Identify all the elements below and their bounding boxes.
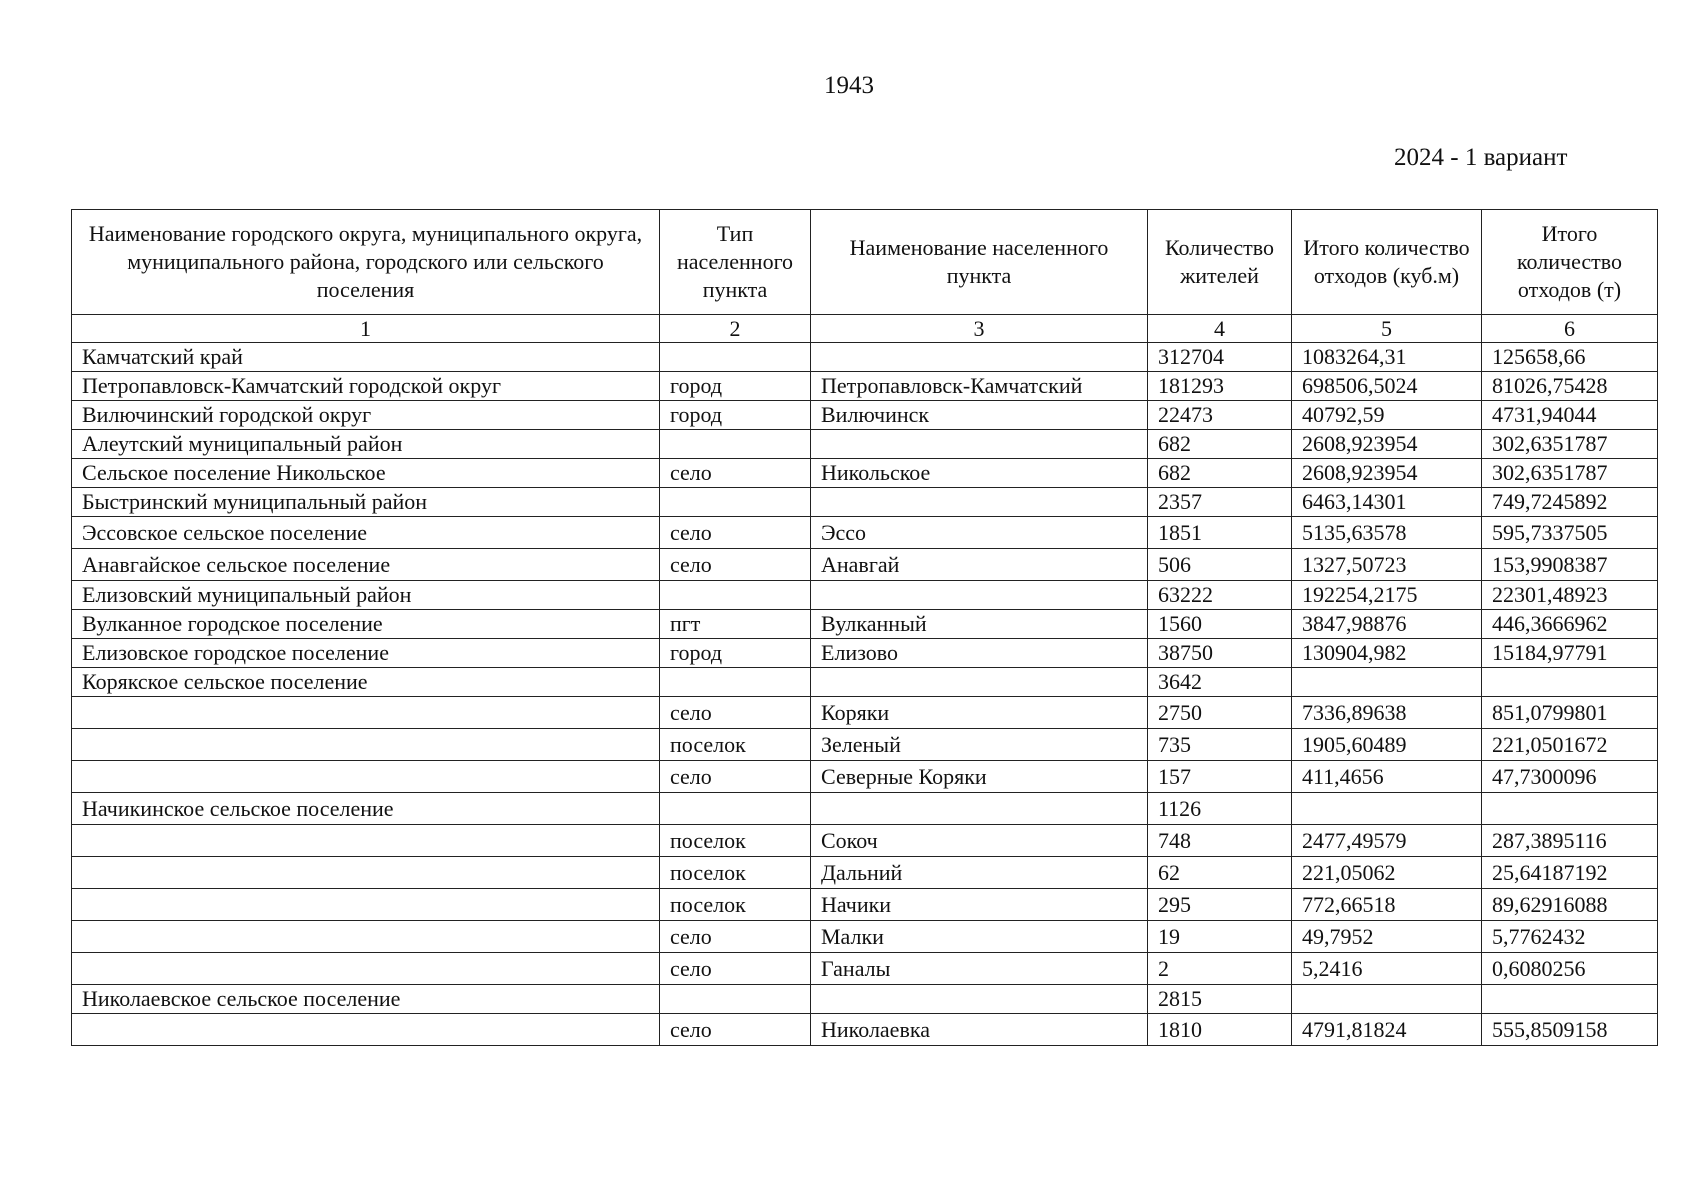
table-cell xyxy=(72,889,660,921)
table-cell xyxy=(811,430,1148,459)
table-cell: 302,6351787 xyxy=(1482,430,1658,459)
table-cell: 1083264,31 xyxy=(1292,343,1482,372)
table-cell: Петропавловск-Камчатский xyxy=(811,372,1148,401)
table-row xyxy=(72,459,1658,488)
table-row xyxy=(72,697,1658,729)
table-cell: 4791,81824 xyxy=(1292,1014,1482,1046)
table-cell: 5135,63578 xyxy=(1292,517,1482,549)
table-cell xyxy=(72,825,660,857)
column-number-row xyxy=(72,315,1658,343)
table-cell: 6463,14301 xyxy=(1292,488,1482,517)
variant-label: 2024 - 1 вариант xyxy=(1394,144,1568,171)
table-row xyxy=(72,581,1658,610)
table-cell xyxy=(660,668,811,697)
table-cell: 1327,50723 xyxy=(1292,549,1482,581)
table-cell: 49,7952 xyxy=(1292,921,1482,953)
table-cell: 698506,5024 xyxy=(1292,372,1482,401)
table-cell: 89,62916088 xyxy=(1482,889,1658,921)
table-cell: 62 xyxy=(1148,857,1292,889)
column-number: 5 xyxy=(1292,315,1482,343)
table-cell: Малки xyxy=(811,921,1148,953)
table-cell xyxy=(811,668,1148,697)
table-cell xyxy=(72,857,660,889)
table-cell: 595,7337505 xyxy=(1482,517,1658,549)
table-row xyxy=(72,639,1658,668)
table-cell: 1126 xyxy=(1148,793,1292,825)
table-cell xyxy=(72,921,660,953)
table-cell: село xyxy=(660,697,811,729)
table-row xyxy=(72,921,1658,953)
table-cell xyxy=(72,761,660,793)
table-cell xyxy=(72,729,660,761)
table-cell: Никольское xyxy=(811,459,1148,488)
table-cell: Камчатский край xyxy=(72,343,660,372)
table-cell: 5,7762432 xyxy=(1482,921,1658,953)
table-row xyxy=(72,517,1658,549)
table-cell: 130904,982 xyxy=(1292,639,1482,668)
table-cell xyxy=(660,985,811,1014)
table-cell: 851,0799801 xyxy=(1482,697,1658,729)
table-cell xyxy=(1482,793,1658,825)
table-cell xyxy=(811,793,1148,825)
table-cell: поселок xyxy=(660,825,811,857)
table-cell: 40792,59 xyxy=(1292,401,1482,430)
table-row xyxy=(72,761,1658,793)
table-cell: 25,64187192 xyxy=(1482,857,1658,889)
table-cell: 181293 xyxy=(1148,372,1292,401)
table-row xyxy=(72,401,1658,430)
table-cell: село xyxy=(660,761,811,793)
table-cell: 312704 xyxy=(1148,343,1292,372)
table-cell xyxy=(1482,985,1658,1014)
table-cell: 749,7245892 xyxy=(1482,488,1658,517)
table-cell: 81026,75428 xyxy=(1482,372,1658,401)
table-cell: 302,6351787 xyxy=(1482,459,1658,488)
table-cell: Елизовское городское поселение xyxy=(72,639,660,668)
table-cell: село xyxy=(660,953,811,985)
table-cell: поселок xyxy=(660,889,811,921)
table-cell: 19 xyxy=(1148,921,1292,953)
table-cell xyxy=(72,953,660,985)
table-cell: 1560 xyxy=(1148,610,1292,639)
table-cell xyxy=(1292,668,1482,697)
table-cell: 221,0501672 xyxy=(1482,729,1658,761)
table-cell: Вилючинский городской округ xyxy=(72,401,660,430)
column-number: 1 xyxy=(72,315,660,343)
table-cell: 47,7300096 xyxy=(1482,761,1658,793)
table-cell: 2477,49579 xyxy=(1292,825,1482,857)
table-cell xyxy=(72,697,660,729)
table-row xyxy=(72,857,1658,889)
table-cell: Зеленый xyxy=(811,729,1148,761)
table-cell: село xyxy=(660,517,811,549)
table-cell xyxy=(1292,985,1482,1014)
table-cell: город xyxy=(660,372,811,401)
table-cell: 3847,98876 xyxy=(1292,610,1482,639)
page-number: 1943 xyxy=(824,72,874,99)
column-number: 3 xyxy=(811,315,1148,343)
table-cell: Сокоч xyxy=(811,825,1148,857)
table-cell: Вулканный xyxy=(811,610,1148,639)
table-cell xyxy=(660,488,811,517)
table-cell: 682 xyxy=(1148,430,1292,459)
table-cell: Эссовское сельское поселение xyxy=(72,517,660,549)
table-row xyxy=(72,343,1658,372)
table-cell: город xyxy=(660,639,811,668)
table-cell: 287,3895116 xyxy=(1482,825,1658,857)
table-row xyxy=(72,729,1658,761)
table-cell: 221,05062 xyxy=(1292,857,1482,889)
table-cell: Начики xyxy=(811,889,1148,921)
table-cell xyxy=(811,488,1148,517)
table-cell: Сельское поселение Никольское xyxy=(72,459,660,488)
table-row xyxy=(72,1014,1658,1046)
table-cell xyxy=(811,581,1148,610)
table-row xyxy=(72,372,1658,401)
table-cell: 3642 xyxy=(1148,668,1292,697)
column-number: 2 xyxy=(660,315,811,343)
table-cell: Николаевка xyxy=(811,1014,1148,1046)
table-cell: 153,9908387 xyxy=(1482,549,1658,581)
table-cell: Коряки xyxy=(811,697,1148,729)
header-row xyxy=(72,210,1658,315)
table-cell: 1810 xyxy=(1148,1014,1292,1046)
table-cell: 2357 xyxy=(1148,488,1292,517)
table-cell: 4731,94044 xyxy=(1482,401,1658,430)
header-settlement-type: Тип населенного пункта xyxy=(660,210,811,315)
waste-table xyxy=(71,209,1658,1046)
table-row xyxy=(72,430,1658,459)
table-cell xyxy=(1292,793,1482,825)
table-cell: 192254,2175 xyxy=(1292,581,1482,610)
table-cell: 15184,97791 xyxy=(1482,639,1658,668)
table-cell: 772,66518 xyxy=(1292,889,1482,921)
table-cell: 5,2416 xyxy=(1292,953,1482,985)
table-cell: 0,6080256 xyxy=(1482,953,1658,985)
table-cell: 446,3666962 xyxy=(1482,610,1658,639)
table-cell: Елизово xyxy=(811,639,1148,668)
table-cell: 125658,66 xyxy=(1482,343,1658,372)
header-settlement-name: Наименование населенного пункта xyxy=(811,210,1148,315)
header-population: Количество жителей xyxy=(1148,210,1292,315)
table-cell xyxy=(1482,668,1658,697)
table-row xyxy=(72,793,1658,825)
table-cell: пгт xyxy=(660,610,811,639)
table-cell: 555,8509158 xyxy=(1482,1014,1658,1046)
table-cell: Быстринский муниципальный район xyxy=(72,488,660,517)
table-cell: 748 xyxy=(1148,825,1292,857)
table-row xyxy=(72,889,1658,921)
table-cell xyxy=(811,985,1148,1014)
table-cell: Анавгай xyxy=(811,549,1148,581)
table-cell: 506 xyxy=(1148,549,1292,581)
table-row xyxy=(72,953,1658,985)
table-cell xyxy=(72,1014,660,1046)
table-cell: Анавгайское сельское поселение xyxy=(72,549,660,581)
table-row xyxy=(72,825,1658,857)
table-cell xyxy=(660,343,811,372)
table-cell: 22301,48923 xyxy=(1482,581,1658,610)
table-cell xyxy=(811,343,1148,372)
table-cell: 22473 xyxy=(1148,401,1292,430)
table-cell: город xyxy=(660,401,811,430)
table-cell: село xyxy=(660,459,811,488)
table-cell: Николаевское сельское поселение xyxy=(72,985,660,1014)
column-number: 6 xyxy=(1482,315,1658,343)
table-cell: 2608,923954 xyxy=(1292,459,1482,488)
table-cell xyxy=(660,793,811,825)
table-cell: 7336,89638 xyxy=(1292,697,1482,729)
table-cell: 2608,923954 xyxy=(1292,430,1482,459)
table-cell: 157 xyxy=(1148,761,1292,793)
table-cell: Алеутский муниципальный район xyxy=(72,430,660,459)
table-cell: Елизовский муниципальный район xyxy=(72,581,660,610)
table-cell: село xyxy=(660,549,811,581)
column-number: 4 xyxy=(1148,315,1292,343)
table-cell: Дальний xyxy=(811,857,1148,889)
table-cell: 2750 xyxy=(1148,697,1292,729)
table-row xyxy=(72,488,1658,517)
table-row xyxy=(72,549,1658,581)
table-cell xyxy=(660,581,811,610)
table-cell: 38750 xyxy=(1148,639,1292,668)
table-row xyxy=(72,668,1658,697)
table-cell: 411,4656 xyxy=(1292,761,1482,793)
table-cell: Петропавловск-Камчатский городской округ xyxy=(72,372,660,401)
table-cell xyxy=(660,430,811,459)
table-cell: 2 xyxy=(1148,953,1292,985)
table-cell: село xyxy=(660,921,811,953)
table-cell: 295 xyxy=(1148,889,1292,921)
table-cell: 1851 xyxy=(1148,517,1292,549)
table-cell: Вилючинск xyxy=(811,401,1148,430)
table-cell: 735 xyxy=(1148,729,1292,761)
header-waste-volume: Итого количество отходов (куб.м) xyxy=(1292,210,1482,315)
table-cell: Эссо xyxy=(811,517,1148,549)
table-cell: Северные Коряки xyxy=(811,761,1148,793)
table-cell: поселок xyxy=(660,857,811,889)
table-cell: Ганалы xyxy=(811,953,1148,985)
table-cell: Начикинское сельское поселение xyxy=(72,793,660,825)
table-cell: Корякское сельское поселение xyxy=(72,668,660,697)
table-row xyxy=(72,985,1658,1014)
table-cell: 1905,60489 xyxy=(1292,729,1482,761)
header-municipality: Наименование городского округа, муниципального округа, муниципального района, городского или сельского поселения xyxy=(72,210,660,315)
table-cell: поселок xyxy=(660,729,811,761)
table-cell: 63222 xyxy=(1148,581,1292,610)
table-cell: село xyxy=(660,1014,811,1046)
table-cell: 2815 xyxy=(1148,985,1292,1014)
table-cell: Вулканное городское поселение xyxy=(72,610,660,639)
table-cell: 682 xyxy=(1148,459,1292,488)
table-row xyxy=(72,610,1658,639)
header-waste-mass: Итого количество отходов (т) xyxy=(1482,210,1658,315)
